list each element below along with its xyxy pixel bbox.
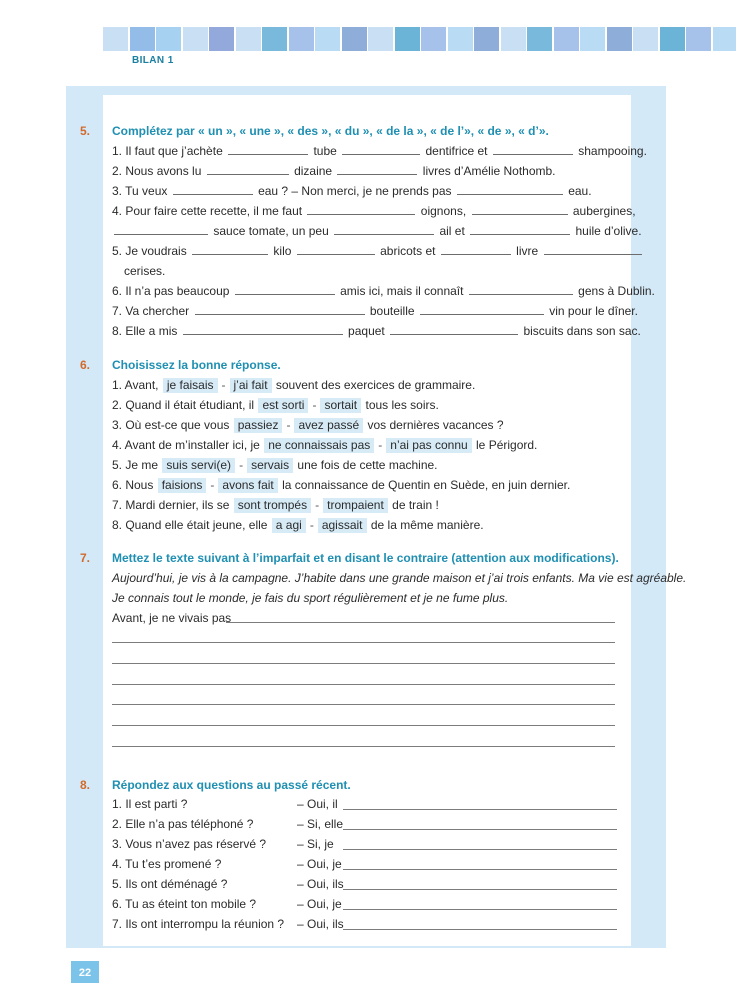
answer-option[interactable]: sont trompés	[234, 498, 311, 513]
answer-option[interactable]: suis servi(e)	[162, 458, 235, 473]
ex5-line-6	[112, 243, 644, 259]
ex5-text: huile d’olive.	[575, 224, 642, 238]
exercise-6-title: Choisissez la bonne réponse.	[112, 358, 281, 372]
answer-blank[interactable]	[337, 163, 417, 175]
ex8-question: 5. Ils ont déménagé ?	[112, 877, 228, 891]
ex8-answer-prefix: – Oui, il	[297, 797, 338, 811]
answer-option[interactable]: je faisais	[163, 378, 218, 393]
ex8-answer-prefix: – Si, je	[297, 837, 334, 851]
header-tile	[130, 27, 155, 51]
option-separator: -	[286, 418, 291, 432]
answer-blank[interactable]	[544, 243, 642, 255]
ex6-item-text: 7. Mardi dernier, ils se	[112, 498, 230, 512]
answer-option[interactable]: j’ai fait	[230, 378, 272, 393]
answer-blank[interactable]	[343, 849, 617, 850]
answer-blank[interactable]	[307, 203, 415, 215]
ex8-answer-prefix: – Oui, je	[297, 857, 342, 871]
option-separator: -	[312, 398, 317, 412]
answer-blank[interactable]	[235, 283, 335, 295]
ex8-question: 7. Ils ont interrompu la réunion ?	[112, 917, 285, 931]
ex7-source-text-1: Aujourd’hui, je vis à la campagne. J’habite dans une grande maison et j’ai trois enfants. Ma vie est agréable.	[112, 571, 687, 585]
ex8-question: 2. Elle n’a pas téléphoné ?	[112, 817, 254, 831]
answer-blank[interactable]	[343, 909, 617, 910]
answer-blank[interactable]	[343, 889, 617, 890]
ex8-question: 4. Tu t’es promené ?	[112, 857, 222, 871]
answer-option[interactable]: avons fait	[218, 478, 277, 493]
ex5-line-9	[112, 303, 638, 319]
ex5-text: 5. Je voudrais	[112, 244, 187, 258]
exercise-number-8: 8.	[80, 778, 91, 792]
ex8-answer-row	[297, 817, 343, 831]
ex8-answer-row	[297, 837, 334, 851]
option-separator: -	[309, 518, 314, 532]
answer-option[interactable]: agissait	[318, 518, 367, 533]
header-tile	[660, 27, 685, 51]
ex5-text: 8. Elle a mis	[112, 324, 178, 338]
ex6-item-text: la connaissance de Quentin en Suède, en juin dernier.	[282, 478, 571, 492]
exercise-8-title: Répondez aux questions au passé récent.	[112, 778, 351, 792]
ex6-item	[112, 477, 570, 493]
ex5-line-8	[112, 283, 655, 299]
answer-blank[interactable]	[228, 143, 308, 155]
header-tile	[395, 27, 420, 51]
header-tile	[580, 27, 605, 51]
ex5-text: vin pour le dîner.	[549, 304, 638, 318]
ex5-text: gens à Dublin.	[578, 284, 655, 298]
option-separator: -	[315, 498, 320, 512]
header-tile	[686, 27, 711, 51]
writing-line[interactable]	[112, 725, 615, 726]
ex5-text: livres d’Amélie Nothomb.	[422, 164, 556, 178]
header-tile	[713, 27, 736, 51]
header-tile	[527, 27, 552, 51]
header-tile	[103, 27, 128, 51]
answer-blank[interactable]	[192, 243, 268, 255]
ex5-text: ail et	[439, 224, 465, 238]
answer-option[interactable]: sortait	[320, 398, 361, 413]
ex6-item-text: 1. Avant,	[112, 378, 159, 392]
ex5-text: livre	[516, 244, 539, 258]
answer-option[interactable]: est sorti	[258, 398, 308, 413]
answer-option[interactable]: ne connaissais pas	[264, 438, 374, 453]
ex7-start-text: Avant, je ne vivais pas	[112, 611, 232, 625]
header-tile	[554, 27, 579, 51]
answer-blank[interactable]	[343, 829, 617, 830]
ex8-question: 3. Vous n’avez pas réservé ?	[112, 837, 267, 851]
writing-line[interactable]	[112, 684, 615, 685]
answer-blank[interactable]	[297, 243, 375, 255]
page-number: 22	[71, 961, 99, 983]
header-tile	[209, 27, 234, 51]
exercise-number-5: 5.	[80, 124, 91, 138]
option-separator: -	[378, 438, 383, 452]
writing-line[interactable]	[112, 704, 615, 705]
ex5-line-5	[112, 223, 642, 239]
header-tile	[315, 27, 340, 51]
ex6-item	[112, 437, 537, 453]
ex8-answer-prefix: – Oui, ils	[297, 917, 344, 931]
ex8-question: 6. Tu as éteint ton mobile ?	[112, 897, 257, 911]
answer-blank[interactable]	[457, 183, 563, 195]
header-tile	[289, 27, 314, 51]
ex5-line-10	[112, 323, 641, 339]
ex6-item-text: 2. Quand il était étudiant, il	[112, 398, 255, 412]
ex8-answer-row	[297, 877, 344, 891]
ex6-item-text: une fois de cette machine.	[297, 458, 438, 472]
exercise-7-title: Mettez le texte suivant à l’imparfait et en disant le contraire (attention aux modifications).	[112, 551, 619, 565]
ex5-text: biscuits dans son sac.	[523, 324, 641, 338]
answer-blank[interactable]	[183, 323, 343, 335]
ex6-item-text: souvent des exercices de grammaire.	[275, 378, 476, 392]
answer-option[interactable]: trompaient	[323, 498, 388, 513]
answer-option[interactable]: n’ai pas connu	[386, 438, 471, 453]
ex6-item	[112, 517, 484, 533]
header-tile	[236, 27, 261, 51]
ex6-item	[112, 377, 475, 393]
answer-blank[interactable]	[441, 243, 511, 255]
ex5-text: paquet	[348, 324, 385, 338]
header-tile	[342, 27, 367, 51]
ex5-text: eau ? – Non merci, je ne prends pas	[258, 184, 452, 198]
ex5-text: sauce tomate, un peu	[213, 224, 329, 238]
ex5-text: 3. Tu veux	[112, 184, 168, 198]
writing-line[interactable]	[226, 622, 615, 623]
header-tile	[183, 27, 208, 51]
ex5-line-2	[112, 163, 556, 179]
answer-blank[interactable]	[195, 303, 365, 315]
ex8-answer-row	[297, 917, 344, 931]
ex5-line-1	[112, 143, 647, 159]
ex5-text: abricots et	[380, 244, 436, 258]
answer-blank[interactable]	[207, 163, 289, 175]
ex6-item	[112, 457, 438, 473]
ex6-item-text: le Périgord.	[476, 438, 538, 452]
header-color-tiles	[103, 27, 736, 51]
answer-blank[interactable]	[493, 143, 573, 155]
ex5-text: dizaine	[294, 164, 333, 178]
option-separator: -	[210, 478, 215, 492]
ex6-item	[112, 417, 504, 433]
ex5-text: shampooing.	[578, 144, 647, 158]
answer-option[interactable]: a agi	[272, 518, 306, 533]
header-tile	[474, 27, 499, 51]
ex5-text: bouteille	[369, 304, 415, 318]
ex5-line-3	[112, 183, 592, 199]
answer-blank[interactable]	[114, 223, 208, 235]
ex7-start-line	[112, 610, 231, 626]
answer-blank[interactable]	[343, 809, 617, 810]
ex8-answer-prefix: – Oui, ils	[297, 877, 344, 891]
option-separator: -	[239, 458, 244, 472]
ex6-item-text: 3. Où est-ce que vous	[112, 418, 230, 432]
answer-blank[interactable]	[173, 183, 253, 195]
answer-blank[interactable]	[469, 283, 573, 295]
header-tile	[633, 27, 658, 51]
writing-line[interactable]	[112, 746, 615, 747]
ex5-line-4	[112, 203, 636, 219]
ex5-text: tube	[313, 144, 337, 158]
answer-option[interactable]: faisions	[158, 478, 207, 493]
answer-option[interactable]: servais	[247, 458, 293, 473]
exercise-5-title: Complétez par « un », « une », « des », « du », « de la », « de l’», « de », « d’».	[112, 124, 549, 138]
header-tile	[501, 27, 526, 51]
ex8-answer-row	[297, 797, 338, 811]
ex5-text: kilo	[273, 244, 292, 258]
ex5-text: 1. Il faut que j’achète	[112, 144, 223, 158]
ex5-text: eau.	[568, 184, 592, 198]
header-tile	[262, 27, 287, 51]
header-tile	[607, 27, 632, 51]
answer-blank[interactable]	[334, 223, 434, 235]
ex8-question: 1. Il est parti ?	[112, 797, 188, 811]
ex8-answer-prefix: – Si, elle	[297, 817, 344, 831]
answer-blank[interactable]	[390, 323, 518, 335]
writing-line[interactable]	[112, 642, 615, 643]
ex6-item-text: vos dernières vacances ?	[367, 418, 504, 432]
ex8-answer-row	[297, 897, 342, 911]
ex5-text: cerises.	[124, 264, 166, 278]
writing-line[interactable]	[112, 663, 615, 664]
header-tile	[421, 27, 446, 51]
ex6-item-text: de la même manière.	[370, 518, 484, 532]
answer-blank[interactable]	[470, 223, 570, 235]
header-tile	[368, 27, 393, 51]
ex6-item-text: 6. Nous	[112, 478, 154, 492]
option-separator: -	[221, 378, 226, 392]
exercise-number-7: 7.	[80, 551, 91, 565]
answer-option[interactable]: passiez	[234, 418, 283, 433]
ex6-item-text: tous les soirs.	[365, 398, 439, 412]
answer-blank[interactable]	[342, 143, 420, 155]
ex5-text: amis ici, mais il connaît	[340, 284, 464, 298]
ex6-item-text: de train !	[392, 498, 439, 512]
ex6-item-text: 4. Avant de m’installer ici, je	[112, 438, 260, 452]
answer-blank[interactable]	[420, 303, 544, 315]
ex7-source-text-2: Je connais tout le monde, je fais du sport régulièrement et je ne fume plus.	[112, 591, 509, 605]
answer-blank[interactable]	[343, 869, 617, 870]
ex5-text: 7. Va chercher	[112, 304, 190, 318]
ex5-text: aubergines,	[572, 204, 636, 218]
section-label: BILAN 1	[132, 55, 174, 66]
ex5-line-7	[124, 263, 165, 279]
ex6-item	[112, 397, 439, 413]
answer-blank[interactable]	[472, 203, 568, 215]
ex8-answer-row	[297, 857, 342, 871]
header-tile	[156, 27, 181, 51]
ex6-item	[112, 497, 439, 513]
ex5-text: dentifrice et	[425, 144, 488, 158]
answer-blank[interactable]	[343, 929, 617, 930]
ex5-text: 2. Nous avons lu	[112, 164, 202, 178]
answer-option[interactable]: avez passé	[294, 418, 363, 433]
exercise-number-6: 6.	[80, 358, 91, 372]
ex6-item-text: 8. Quand elle était jeune, elle	[112, 518, 268, 532]
ex5-text: oignons,	[420, 204, 467, 218]
ex5-text: 6. Il n’a pas beaucoup	[112, 284, 230, 298]
ex6-item-text: 5. Je me	[112, 458, 159, 472]
header-tile	[448, 27, 473, 51]
ex5-text: 4. Pour faire cette recette, il me faut	[112, 204, 303, 218]
ex8-answer-prefix: – Oui, je	[297, 897, 342, 911]
